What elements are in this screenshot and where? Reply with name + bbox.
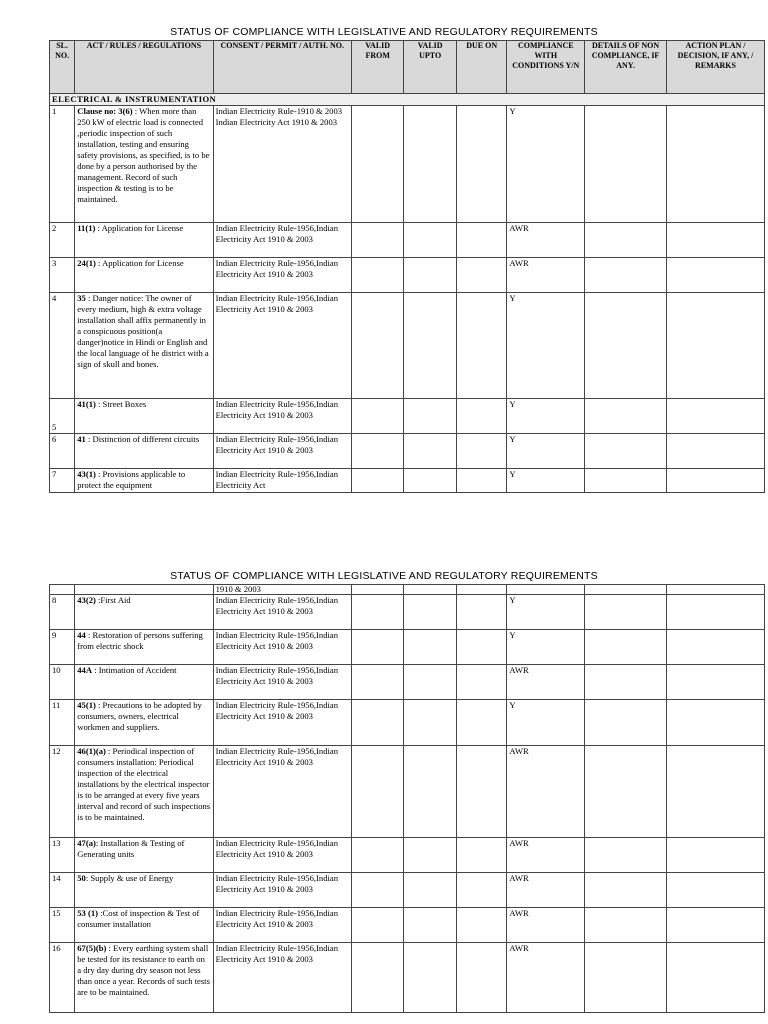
row-due-on [456, 293, 506, 399]
row-valid-from [351, 746, 404, 838]
row-compliance: AWR [507, 665, 585, 700]
row-due-on [456, 838, 506, 873]
table-row [50, 873, 765, 908]
row-act-text: : Provisions applicable to protect the equipment [77, 469, 186, 490]
header-action: ACTION PLAN / DECISION, IF ANY, / REMARKS [666, 41, 764, 94]
row-act-text: : Every earthing system shall be tested for its resistance to earth on a dry day during dry season not less than once a year. Records of such tests are to be maintained. [77, 943, 210, 997]
page-title: STATUS OF COMPLIANCE WITH LEGISLATIVE AND REGULATORY REQUIREMENTS [170, 26, 598, 38]
row-compliance: AWR [507, 746, 585, 838]
row-act-text: : Installation & Testing of Generating units [77, 838, 185, 859]
row-act [75, 595, 213, 630]
compliance-table-page1 [49, 40, 765, 493]
row-act-text: : Distinction of different circuits [85, 434, 200, 444]
row-compliance: AWR [507, 838, 585, 873]
page-title-2: STATUS OF COMPLIANCE WITH LEGISLATIVE AND REGULATORY REQUIREMENTS [170, 570, 598, 582]
row-valid-from [351, 630, 404, 665]
row-act [75, 943, 213, 1013]
row-valid-upto [404, 293, 457, 399]
row-sl-no: 5 [50, 399, 75, 434]
section-label: ELECTRICAL & INSTRUMENTATION [50, 94, 765, 106]
row-consent: Indian Electricity Rule-1956,Indian Electricity Act 1910 & 2003 [213, 630, 351, 665]
row-sl-no: 6 [50, 434, 75, 469]
row-action [666, 700, 764, 746]
row-consent: Indian Electricity Rule-1956,Indian Electricity Act 1910 & 2003 [213, 223, 351, 258]
table-row [50, 908, 765, 943]
row-act-ref: Clause no: 3(6) [77, 106, 133, 116]
row-consent: Indian Electricity Rule-1956,Indian Electricity Act 1910 & 2003 [213, 293, 351, 399]
row-act-ref: 45(1) [77, 700, 96, 710]
continued-text: 1910 & 2003 [213, 585, 351, 595]
row-compliance: Y [507, 106, 585, 223]
row-valid-from [351, 434, 404, 469]
row-consent: Indian Electricity Rule-1956,Indian Electricity Act 1910 & 2003 [213, 746, 351, 838]
row-act-text: : When more than 250 kW of electric load is connected ,periodic inspection of such installation, testing and ensuring safety provisions, as specified, is to be done by a person authorised by the management. Record of such inspection & testing is to be maintained. [77, 106, 210, 204]
row-action [666, 908, 764, 943]
row-due-on [456, 399, 506, 434]
row-valid-upto [404, 399, 457, 434]
row-valid-upto [404, 258, 457, 293]
row-details [585, 665, 667, 700]
row-details [585, 908, 667, 943]
header-details: DETAILS OF NON COMPLIANCE, IF ANY. [585, 41, 667, 94]
row-act [75, 258, 213, 293]
row-act-text: :Cost of inspection & Test of consumer installation [77, 908, 200, 929]
table-row [50, 838, 765, 873]
row-compliance: AWR [507, 943, 585, 1013]
row-action [666, 469, 764, 493]
row-sl-no: 9 [50, 630, 75, 665]
row-action [666, 293, 764, 399]
row-details [585, 399, 667, 434]
row-details [585, 746, 667, 838]
table-row [50, 106, 765, 223]
row-valid-upto [404, 746, 457, 838]
row-act [75, 746, 213, 838]
compliance-table-page2 [49, 584, 765, 1013]
table-row [50, 943, 765, 1013]
row-valid-upto [404, 700, 457, 746]
row-act-ref: 44A [77, 665, 93, 675]
row-action [666, 223, 764, 258]
row-compliance: Y [507, 434, 585, 469]
row-valid-upto [404, 434, 457, 469]
row-act-text: : Precautions to be adopted by consumers, owners, electrical workmen and suppliers. [77, 700, 202, 732]
row-valid-upto [404, 943, 457, 1013]
row-valid-upto [404, 908, 457, 943]
row-compliance: Y [507, 399, 585, 434]
table-row [50, 665, 765, 700]
row-valid-from [351, 665, 404, 700]
row-due-on [456, 258, 506, 293]
row-action [666, 838, 764, 873]
row-due-on [456, 434, 506, 469]
row-valid-upto [404, 223, 457, 258]
table-row [50, 700, 765, 746]
row-consent: Indian Electricity Rule-1956,Indian Electricity Act 1910 & 2003 [213, 665, 351, 700]
header-due-on: DUE ON [456, 41, 506, 94]
row-details [585, 258, 667, 293]
row-act-text: : Application for License [95, 223, 184, 233]
header-sl: SL. NO. [50, 41, 75, 94]
header-valid-upto: VALID UPTO [404, 41, 457, 94]
row-compliance: Y [507, 595, 585, 630]
row-compliance: Y [507, 469, 585, 493]
row-compliance: AWR [507, 908, 585, 943]
row-valid-from [351, 258, 404, 293]
row-sl-no: 3 [50, 258, 75, 293]
row-act [75, 873, 213, 908]
row-valid-upto [404, 469, 457, 493]
row-action [666, 595, 764, 630]
row-consent: Indian Electricity Rule-1956,Indian Electricity Act 1910 & 2003 [213, 258, 351, 293]
row-act-ref: 24(1) [77, 258, 96, 268]
row-details [585, 700, 667, 746]
row-sl-no: 7 [50, 469, 75, 493]
row-act [75, 469, 213, 493]
row-action [666, 630, 764, 665]
row-action [666, 665, 764, 700]
row-act [75, 908, 213, 943]
row-consent: Indian Electricity Rule-1956,Indian Electricity Act 1910 & 2003 [213, 873, 351, 908]
continued-row [50, 585, 765, 595]
table-row [50, 293, 765, 399]
row-act-ref: 46(1)(a) [77, 746, 106, 756]
row-details [585, 223, 667, 258]
row-details [585, 106, 667, 223]
header-act: ACT / RULES / REGULATIONS [75, 41, 213, 94]
row-due-on [456, 943, 506, 1013]
row-valid-from [351, 943, 404, 1013]
row-compliance: AWR [507, 223, 585, 258]
row-due-on [456, 106, 506, 223]
row-compliance: AWR [507, 873, 585, 908]
row-act [75, 399, 213, 434]
row-details [585, 469, 667, 493]
row-details [585, 595, 667, 630]
row-compliance: Y [507, 630, 585, 665]
row-act-text: : Danger notice: The owner of every medium, high & extra voltage installation shall affix permanently in a conspicuous position(a danger)notice in Hindi or English and the local language of he district with a sign of skull and bones. [77, 293, 209, 369]
row-consent: Indian Electricity Rule-1956,Indian Electricity Act 1910 & 2003 [213, 399, 351, 434]
row-act-ref: 47(a) [77, 838, 96, 848]
header-compliance: COMPLIANCE WITH CONDITIONS Y/N [507, 41, 585, 94]
row-act [75, 293, 213, 399]
table-row [50, 746, 765, 838]
row-valid-from [351, 293, 404, 399]
row-valid-from [351, 595, 404, 630]
row-act-text: : Intimation of Accident [92, 665, 177, 675]
table-row [50, 595, 765, 630]
header-valid-from: VALID FROM [351, 41, 404, 94]
table-row [50, 630, 765, 665]
table-row [50, 223, 765, 258]
row-valid-from [351, 873, 404, 908]
header-consent: CONSENT / PERMIT / AUTH. NO. [213, 41, 351, 94]
row-valid-from [351, 908, 404, 943]
row-act-text: :First Aid [95, 595, 131, 605]
row-action [666, 399, 764, 434]
row-due-on [456, 908, 506, 943]
header-row [50, 41, 765, 94]
row-due-on [456, 469, 506, 493]
row-valid-from [351, 469, 404, 493]
row-details [585, 873, 667, 908]
row-valid-from [351, 106, 404, 223]
row-sl-no: 15 [50, 908, 75, 943]
row-action [666, 943, 764, 1013]
row-valid-upto [404, 873, 457, 908]
row-due-on [456, 630, 506, 665]
row-due-on [456, 595, 506, 630]
table-row [50, 434, 765, 469]
row-act-text: : Periodical inspection of consumers installation: Periodical inspection of the electrical installations by the electrical inspector is to be arranged at every five years interval and record of such inspections is to be maintained. [77, 746, 211, 822]
row-sl-no: 8 [50, 595, 75, 630]
section-row [50, 94, 765, 106]
row-valid-upto [404, 838, 457, 873]
row-valid-upto [404, 106, 457, 223]
row-action [666, 258, 764, 293]
row-compliance: Y [507, 700, 585, 746]
row-act-text: : Restoration of persons suffering from electric shock [77, 630, 203, 651]
row-consent: Indian Electricity Rule-1956,Indian Electricity Act 1910 & 2003 [213, 908, 351, 943]
row-consent: Indian Electricity Rule-1956,Indian Electricity Act 1910 & 2003 [213, 838, 351, 873]
table-row [50, 469, 765, 493]
row-consent: Indian Electricity Rule-1956,Indian Electricity Act 1910 & 2003 [213, 700, 351, 746]
row-details [585, 293, 667, 399]
row-act [75, 223, 213, 258]
row-sl-no: 10 [50, 665, 75, 700]
row-sl-no: 1 [50, 106, 75, 223]
row-act [75, 106, 213, 223]
table-row [50, 258, 765, 293]
row-act-ref: 43(2) [77, 595, 96, 605]
row-act [75, 700, 213, 746]
row-consent: Indian Electricity Rule-1910 & 2003 Indian Electricity Act 1910 & 2003 [213, 106, 351, 223]
row-act-ref: 67(5)(b) [77, 943, 107, 953]
row-valid-from [351, 399, 404, 434]
row-compliance: AWR [507, 258, 585, 293]
row-consent: Indian Electricity Rule-1956,Indian Electricity Act [213, 469, 351, 493]
row-valid-upto [404, 665, 457, 700]
row-valid-from [351, 700, 404, 746]
row-due-on [456, 223, 506, 258]
row-act-ref: 41 [77, 434, 86, 444]
row-consent: Indian Electricity Rule-1956,Indian Electricity Act 1910 & 2003 [213, 595, 351, 630]
row-sl-no: 13 [50, 838, 75, 873]
row-details [585, 630, 667, 665]
row-act-ref: 41(1) [77, 399, 96, 409]
row-act-ref: 53 (1) [77, 908, 98, 918]
row-details [585, 838, 667, 873]
row-action [666, 106, 764, 223]
row-sl-no: 11 [50, 700, 75, 746]
row-due-on [456, 873, 506, 908]
row-act-text: : Street Boxes [95, 399, 147, 409]
row-valid-from [351, 838, 404, 873]
row-sl-no: 16 [50, 943, 75, 1013]
row-action [666, 434, 764, 469]
row-due-on [456, 746, 506, 838]
row-consent: Indian Electricity Rule-1956,Indian Electricity Act 1910 & 2003 [213, 943, 351, 1013]
row-act-ref: 11(1) [77, 223, 96, 233]
row-act-text: : Supply & use of Energy [85, 873, 174, 883]
row-act [75, 434, 213, 469]
row-sl-no: 2 [50, 223, 75, 258]
table-row [50, 399, 765, 434]
row-act-ref: 50 [77, 873, 86, 883]
row-sl-no: 4 [50, 293, 75, 399]
row-valid-upto [404, 630, 457, 665]
row-action [666, 873, 764, 908]
row-act-ref: 35 [77, 293, 86, 303]
row-details [585, 943, 667, 1013]
row-consent: Indian Electricity Rule-1956,Indian Electricity Act 1910 & 2003 [213, 434, 351, 469]
row-act-ref: 44 [77, 630, 86, 640]
row-act-ref: 43(1) [77, 469, 96, 479]
row-valid-upto [404, 595, 457, 630]
row-action [666, 746, 764, 838]
row-due-on [456, 665, 506, 700]
row-act [75, 838, 213, 873]
row-sl-no: 12 [50, 746, 75, 838]
row-due-on [456, 700, 506, 746]
row-details [585, 434, 667, 469]
row-sl-no: 14 [50, 873, 75, 908]
row-valid-from [351, 223, 404, 258]
row-act [75, 665, 213, 700]
row-act-text: : Application for License [95, 258, 184, 268]
row-compliance: Y [507, 293, 585, 399]
row-act [75, 630, 213, 665]
